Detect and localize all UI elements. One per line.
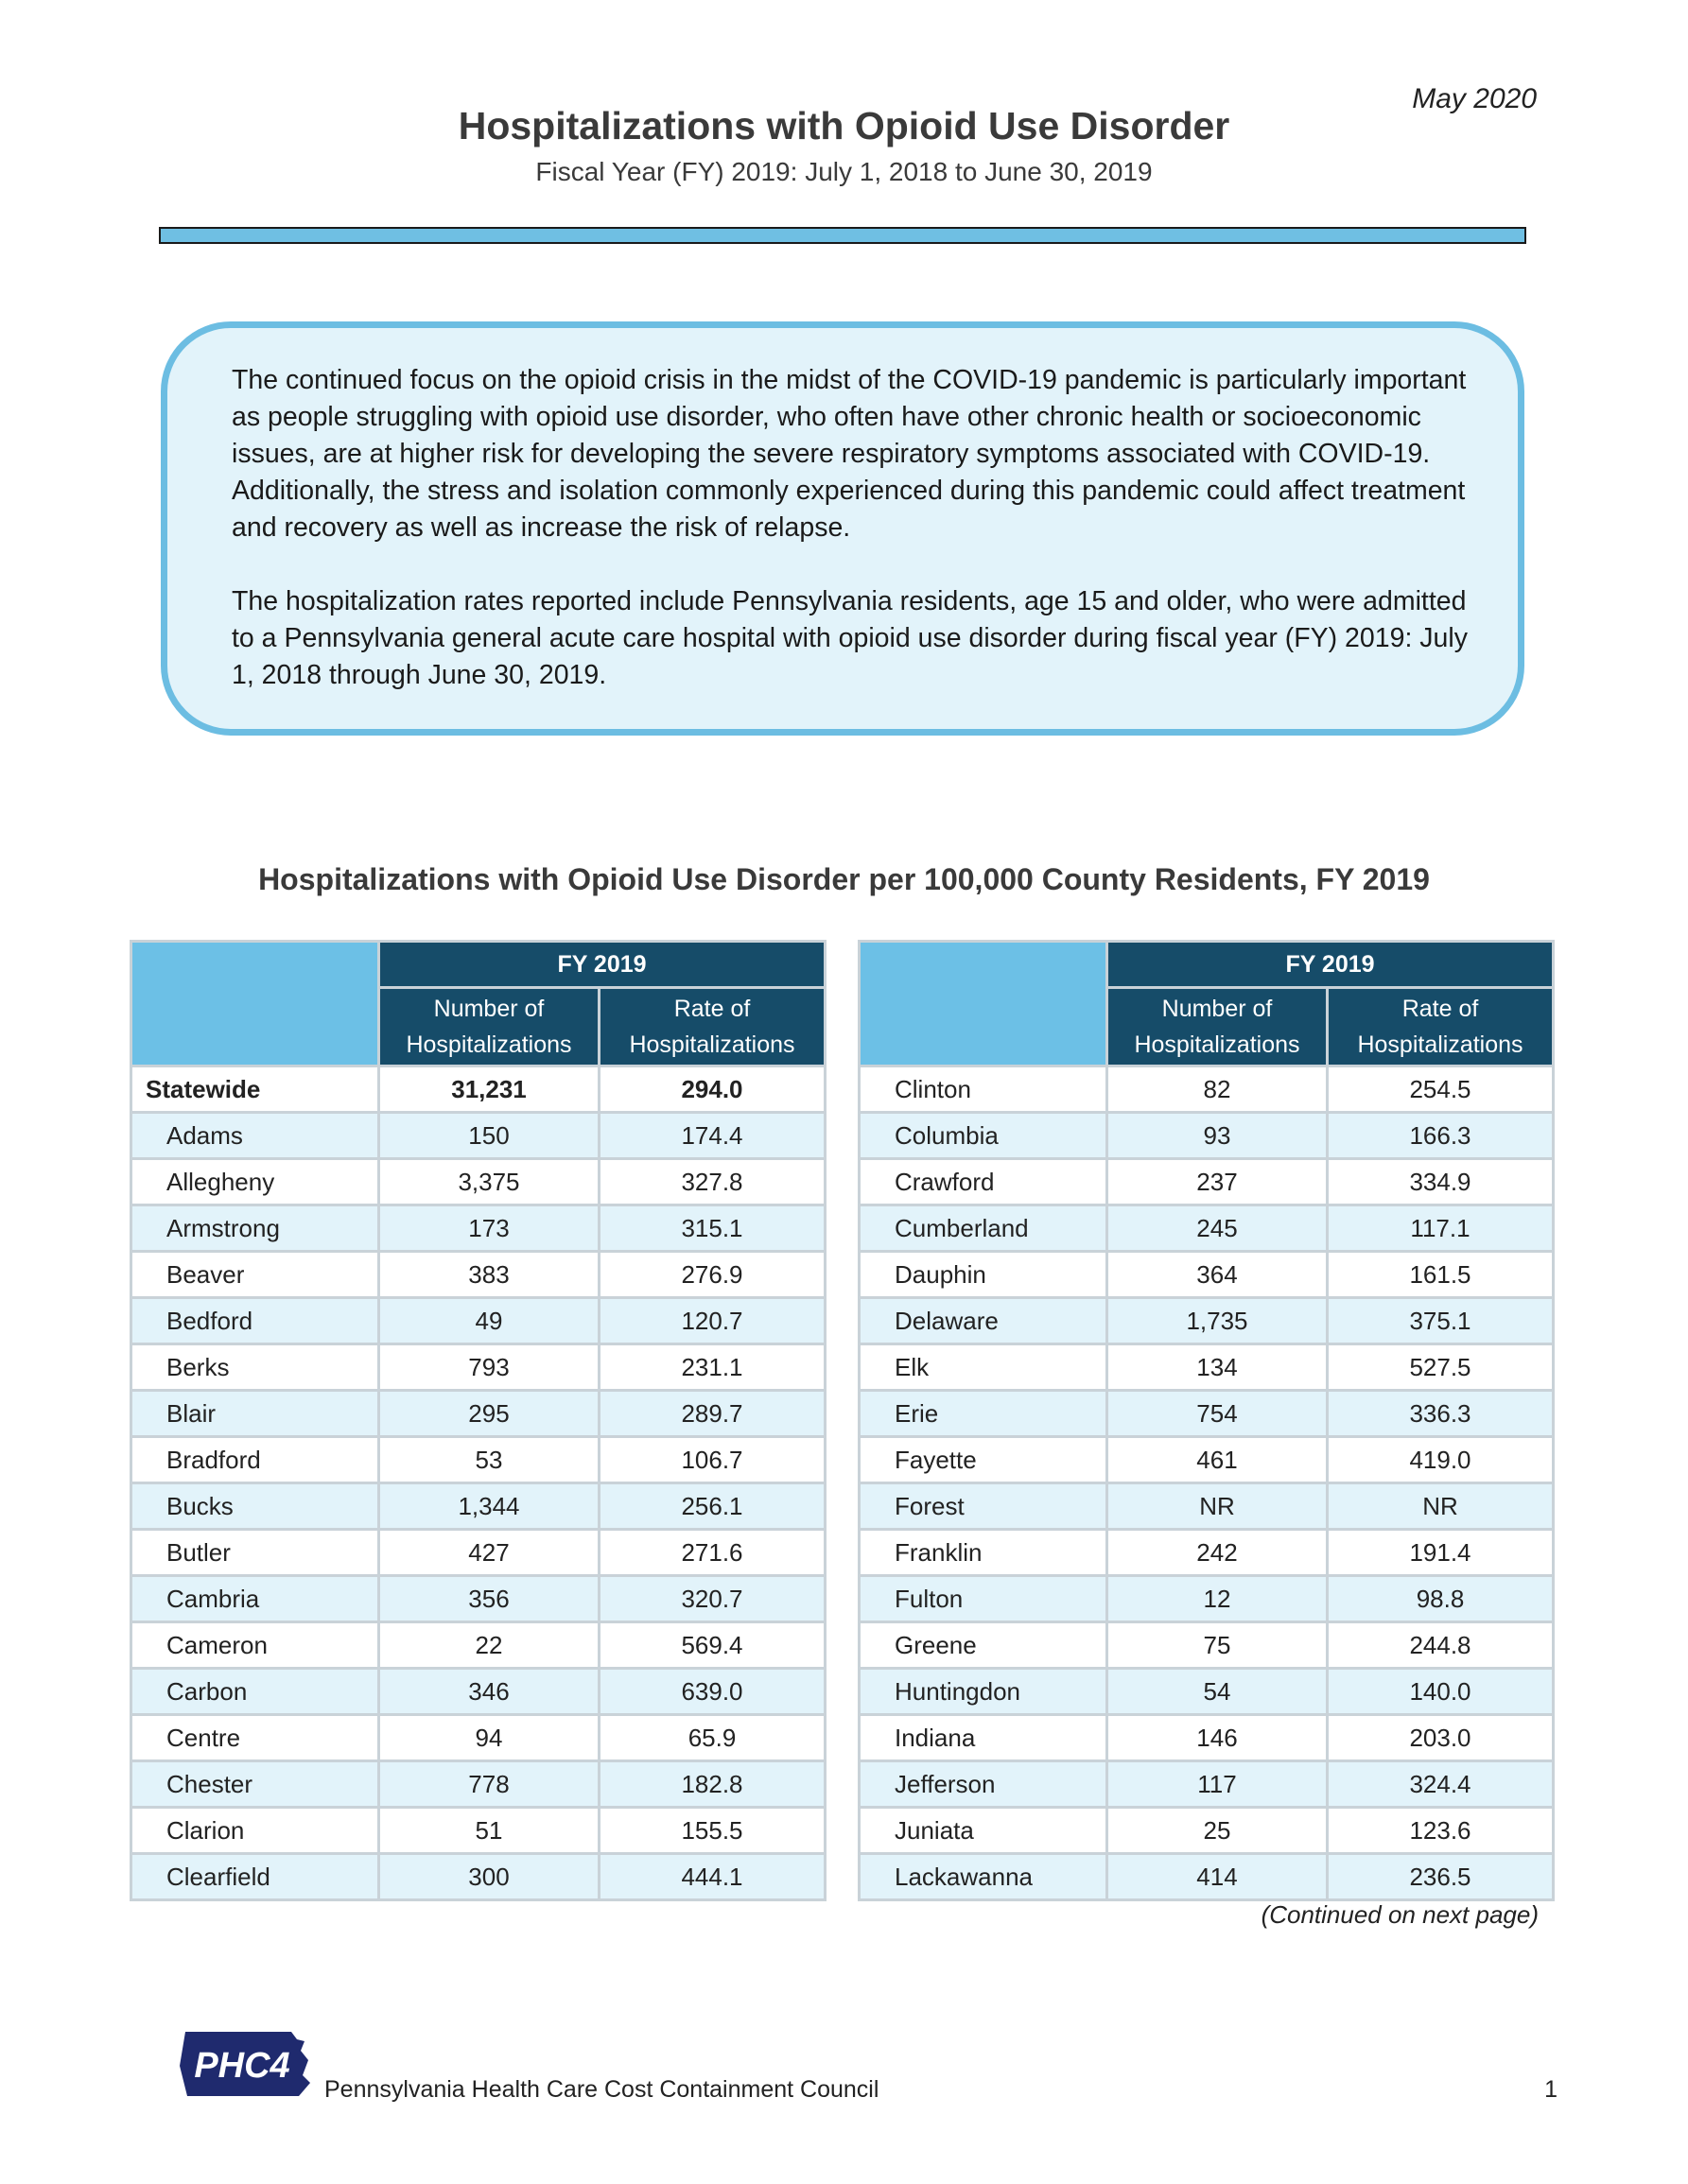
hospitalization-rate-cell: 231.1 — [600, 1344, 826, 1391]
hospitalization-rate-cell: 324.4 — [1328, 1761, 1554, 1808]
hospitalization-rate-cell: 289.7 — [600, 1391, 826, 1437]
hospitalization-rate-cell: 527.5 — [1328, 1344, 1554, 1391]
logo-text: PHC4 — [194, 2046, 290, 2086]
hospitalizations-count-cell: 82 — [1107, 1066, 1328, 1113]
hospitalization-rate-cell: 444.1 — [600, 1854, 826, 1900]
continued-note: (Continued on next page) — [1261, 1900, 1539, 1929]
hospitalization-rate-cell: 327.8 — [600, 1159, 826, 1205]
hospitalization-rate-cell: 320.7 — [600, 1576, 826, 1622]
page-title: Hospitalizations with Opioid Use Disorder — [458, 104, 1230, 147]
county-name-cell: Forest — [860, 1483, 1107, 1530]
county-name-cell: Fulton — [860, 1576, 1107, 1622]
county-name-cell: Indiana — [860, 1715, 1107, 1761]
table-row — [131, 1530, 826, 1576]
table-row — [131, 1808, 826, 1854]
hospitalizations-count-cell: 75 — [1107, 1622, 1328, 1669]
hospitalization-rate-cell: 191.4 — [1328, 1530, 1554, 1576]
hospitalization-rate-cell: 336.3 — [1328, 1391, 1554, 1437]
hospitalization-rate-cell: 203.0 — [1328, 1715, 1554, 1761]
county-name-cell: Bucks — [131, 1483, 379, 1530]
county-name-cell: Armstrong — [131, 1205, 379, 1252]
hospitalizations-count-cell: 173 — [379, 1205, 600, 1252]
hospitalizations-count-cell: 427 — [379, 1530, 600, 1576]
hospitalizations-count-cell: 461 — [1107, 1437, 1328, 1483]
county-name-cell: Erie — [860, 1391, 1107, 1437]
table-corner-cell — [860, 942, 1107, 1066]
table-row — [860, 1530, 1554, 1576]
county-name-cell: Columbia — [860, 1113, 1107, 1159]
hospitalizations-count-cell: 242 — [1107, 1530, 1328, 1576]
county-name-cell: Chester — [131, 1761, 379, 1808]
hospitalization-rate-cell: 256.1 — [600, 1483, 826, 1530]
table-title: Hospitalizations with Opioid Use Disorder per 100,000 County Residents, FY 2019 — [258, 862, 1430, 896]
hospitalizations-count-cell: NR — [1107, 1483, 1328, 1530]
county-name-cell: Cumberland — [860, 1205, 1107, 1252]
hospitalization-rate-cell: 294.0 — [600, 1066, 826, 1113]
hospitalizations-count-cell: 93 — [1107, 1113, 1328, 1159]
hospitalizations-count-cell: 117 — [1107, 1761, 1328, 1808]
county-name-cell: Fayette — [860, 1437, 1107, 1483]
hospitalization-rate-cell: 334.9 — [1328, 1159, 1554, 1205]
county-name-cell: Blair — [131, 1391, 379, 1437]
table-row — [131, 1205, 826, 1252]
county-name-cell: Crawford — [860, 1159, 1107, 1205]
hospitalizations-count-cell: 356 — [379, 1576, 600, 1622]
county-name-cell: Butler — [131, 1530, 379, 1576]
table-row — [860, 1761, 1554, 1808]
table-body-right — [860, 1066, 1554, 1900]
hospitalization-rate-cell: 419.0 — [1328, 1437, 1554, 1483]
hospitalization-rate-cell: 182.8 — [600, 1761, 826, 1808]
table-row — [131, 1669, 826, 1715]
column-header-rate: Rate of Hospitalizations — [1328, 988, 1554, 1066]
hospitalizations-count-cell: 295 — [379, 1391, 600, 1437]
table-corner-cell — [131, 942, 379, 1066]
table-row — [860, 1252, 1554, 1298]
county-name-cell: Adams — [131, 1113, 379, 1159]
county-name-cell: Allegheny — [131, 1159, 379, 1205]
hospitalization-rate-cell: 375.1 — [1328, 1298, 1554, 1344]
intro-paragraph-2: The hospitalization rates reported include Pennsylvania residents, age 15 and older, who were admitted to a Pennsylvania general acute care hospital with opioid use disorder during fiscal year (FY) 2019: July 1, 2018 through June 30, 2019. — [232, 586, 1468, 690]
table-body-left — [131, 1066, 826, 1900]
hospitalization-rate-cell: 106.7 — [600, 1437, 826, 1483]
county-name-cell: Clarion — [131, 1808, 379, 1854]
hospitalization-rate-cell: 120.7 — [600, 1298, 826, 1344]
page-number: 1 — [1544, 2076, 1557, 2103]
hospitalizations-count-cell: 414 — [1107, 1854, 1328, 1900]
county-name-cell: Cameron — [131, 1622, 379, 1669]
report-date: May 2020 — [1412, 83, 1537, 114]
table-row — [131, 1391, 826, 1437]
hospitalizations-count-cell: 245 — [1107, 1205, 1328, 1252]
table-row — [131, 1344, 826, 1391]
table-row — [131, 1252, 826, 1298]
table-row — [860, 1205, 1554, 1252]
hospitalizations-count-cell: 346 — [379, 1669, 600, 1715]
county-name-cell: Bradford — [131, 1437, 379, 1483]
table-row — [860, 1344, 1554, 1391]
table-row — [131, 1159, 826, 1205]
table-row — [860, 1715, 1554, 1761]
table-row — [131, 1113, 826, 1159]
page-subtitle: Fiscal Year (FY) 2019: July 1, 2018 to June 30, 2019 — [535, 157, 1153, 186]
hospitalizations-count-cell: 754 — [1107, 1391, 1328, 1437]
hospitalizations-count-cell: 12 — [1107, 1576, 1328, 1622]
county-name-cell: Clearfield — [131, 1854, 379, 1900]
table-row — [131, 1066, 826, 1113]
hospitalizations-count-cell: 51 — [379, 1808, 600, 1854]
county-table-left — [130, 940, 827, 1901]
table-row — [860, 1437, 1554, 1483]
hospitalization-rate-cell: 65.9 — [600, 1715, 826, 1761]
county-name-cell: Huntingdon — [860, 1669, 1107, 1715]
hospitalization-rate-cell: 98.8 — [1328, 1576, 1554, 1622]
hospitalization-rate-cell: 254.5 — [1328, 1066, 1554, 1113]
table-row — [860, 1622, 1554, 1669]
hospitalization-rate-cell: NR — [1328, 1483, 1554, 1530]
column-header-number: Number of Hospitalizations — [1107, 988, 1328, 1066]
county-name-cell: Delaware — [860, 1298, 1107, 1344]
county-table-right — [858, 940, 1555, 1901]
hospitalizations-count-cell: 22 — [379, 1622, 600, 1669]
hospitalization-rate-cell: 117.1 — [1328, 1205, 1554, 1252]
table-row — [860, 1066, 1554, 1113]
table-row — [131, 1437, 826, 1483]
hospitalizations-count-cell: 49 — [379, 1298, 600, 1344]
organization-name: Pennsylvania Health Care Cost Containment Council — [324, 2076, 879, 2103]
table-row — [860, 1669, 1554, 1715]
column-header-number: Number of Hospitalizations — [379, 988, 600, 1066]
hospitalizations-count-cell: 300 — [379, 1854, 600, 1900]
header-divider — [159, 227, 1526, 244]
hospitalizations-count-cell: 53 — [379, 1437, 600, 1483]
intro-paragraph-1: The continued focus on the opioid crisis in the midst of the COVID-19 pandemic is particularly important as people struggling with opioid use disorder, who often have other chronic health or socioeconomic issues, are at higher risk for developing the severe respiratory symptoms associated with COVID-19. Additionally, the stress and isolation commonly experienced during this pandemic could affect treatment and recovery as well as increase the risk of relapse. — [232, 365, 1467, 543]
hospitalizations-count-cell: 364 — [1107, 1252, 1328, 1298]
hospitalization-rate-cell: 236.5 — [1328, 1854, 1554, 1900]
table-row — [131, 1576, 826, 1622]
fy-group-header: FY 2019 — [1107, 942, 1554, 988]
hospitalization-rate-cell: 174.4 — [600, 1113, 826, 1159]
table-row — [131, 1298, 826, 1344]
county-name-cell: Greene — [860, 1622, 1107, 1669]
hospitalization-rate-cell: 244.8 — [1328, 1622, 1554, 1669]
hospitalizations-count-cell: 793 — [379, 1344, 600, 1391]
intro-callout-box — [161, 321, 1524, 736]
county-name-cell: Bedford — [131, 1298, 379, 1344]
county-name-cell: Juniata — [860, 1808, 1107, 1854]
fy-group-header: FY 2019 — [379, 942, 826, 988]
hospitalizations-count-cell: 25 — [1107, 1808, 1328, 1854]
table-row — [131, 1715, 826, 1761]
hospitalization-rate-cell: 639.0 — [600, 1669, 826, 1715]
county-name-cell: Carbon — [131, 1669, 379, 1715]
hospitalization-rate-cell: 271.6 — [600, 1530, 826, 1576]
hospitalizations-count-cell: 3,375 — [379, 1159, 600, 1205]
hospitalizations-count-cell: 383 — [379, 1252, 600, 1298]
county-name-cell: Elk — [860, 1344, 1107, 1391]
county-name-cell: Franklin — [860, 1530, 1107, 1576]
hospitalization-rate-cell: 161.5 — [1328, 1252, 1554, 1298]
county-name-cell: Jefferson — [860, 1761, 1107, 1808]
column-header-rate: Rate of Hospitalizations — [600, 988, 826, 1066]
hospitalizations-count-cell: 150 — [379, 1113, 600, 1159]
hospitalization-rate-cell: 123.6 — [1328, 1808, 1554, 1854]
hospitalization-rate-cell: 155.5 — [600, 1808, 826, 1854]
table-row — [131, 1854, 826, 1900]
county-name-cell: Centre — [131, 1715, 379, 1761]
table-row — [860, 1854, 1554, 1900]
table-row — [860, 1576, 1554, 1622]
hospitalizations-count-cell: 54 — [1107, 1669, 1328, 1715]
table-row — [860, 1298, 1554, 1344]
county-name-cell: Cambria — [131, 1576, 379, 1622]
table-row — [860, 1808, 1554, 1854]
hospitalizations-count-cell: 778 — [379, 1761, 600, 1808]
hospitalizations-count-cell: 31,231 — [379, 1066, 600, 1113]
table-row — [860, 1159, 1554, 1205]
table-row — [860, 1113, 1554, 1159]
county-name-cell: Beaver — [131, 1252, 379, 1298]
table-row — [860, 1391, 1554, 1437]
hospitalization-rate-cell: 315.1 — [600, 1205, 826, 1252]
county-name-cell: Dauphin — [860, 1252, 1107, 1298]
hospitalization-rate-cell: 569.4 — [600, 1622, 826, 1669]
county-name-cell: Clinton — [860, 1066, 1107, 1113]
county-name-cell: Lackawanna — [860, 1854, 1107, 1900]
table-row — [131, 1622, 826, 1669]
hospitalizations-count-cell: 1,344 — [379, 1483, 600, 1530]
hospitalizations-count-cell: 134 — [1107, 1344, 1328, 1391]
hospitalizations-count-cell: 1,735 — [1107, 1298, 1328, 1344]
hospitalizations-count-cell: 237 — [1107, 1159, 1328, 1205]
county-name-cell: Statewide — [131, 1066, 379, 1113]
hospitalization-rate-cell: 140.0 — [1328, 1669, 1554, 1715]
hospitalization-rate-cell: 276.9 — [600, 1252, 826, 1298]
table-row — [131, 1761, 826, 1808]
pennsylvania-state-shape-icon — [180, 2028, 312, 2100]
table-row — [131, 1483, 826, 1530]
county-name-cell: Berks — [131, 1344, 379, 1391]
hospitalizations-count-cell: 146 — [1107, 1715, 1328, 1761]
hospitalization-rate-cell: 166.3 — [1328, 1113, 1554, 1159]
table-row — [860, 1483, 1554, 1530]
hospitalizations-count-cell: 94 — [379, 1715, 600, 1761]
